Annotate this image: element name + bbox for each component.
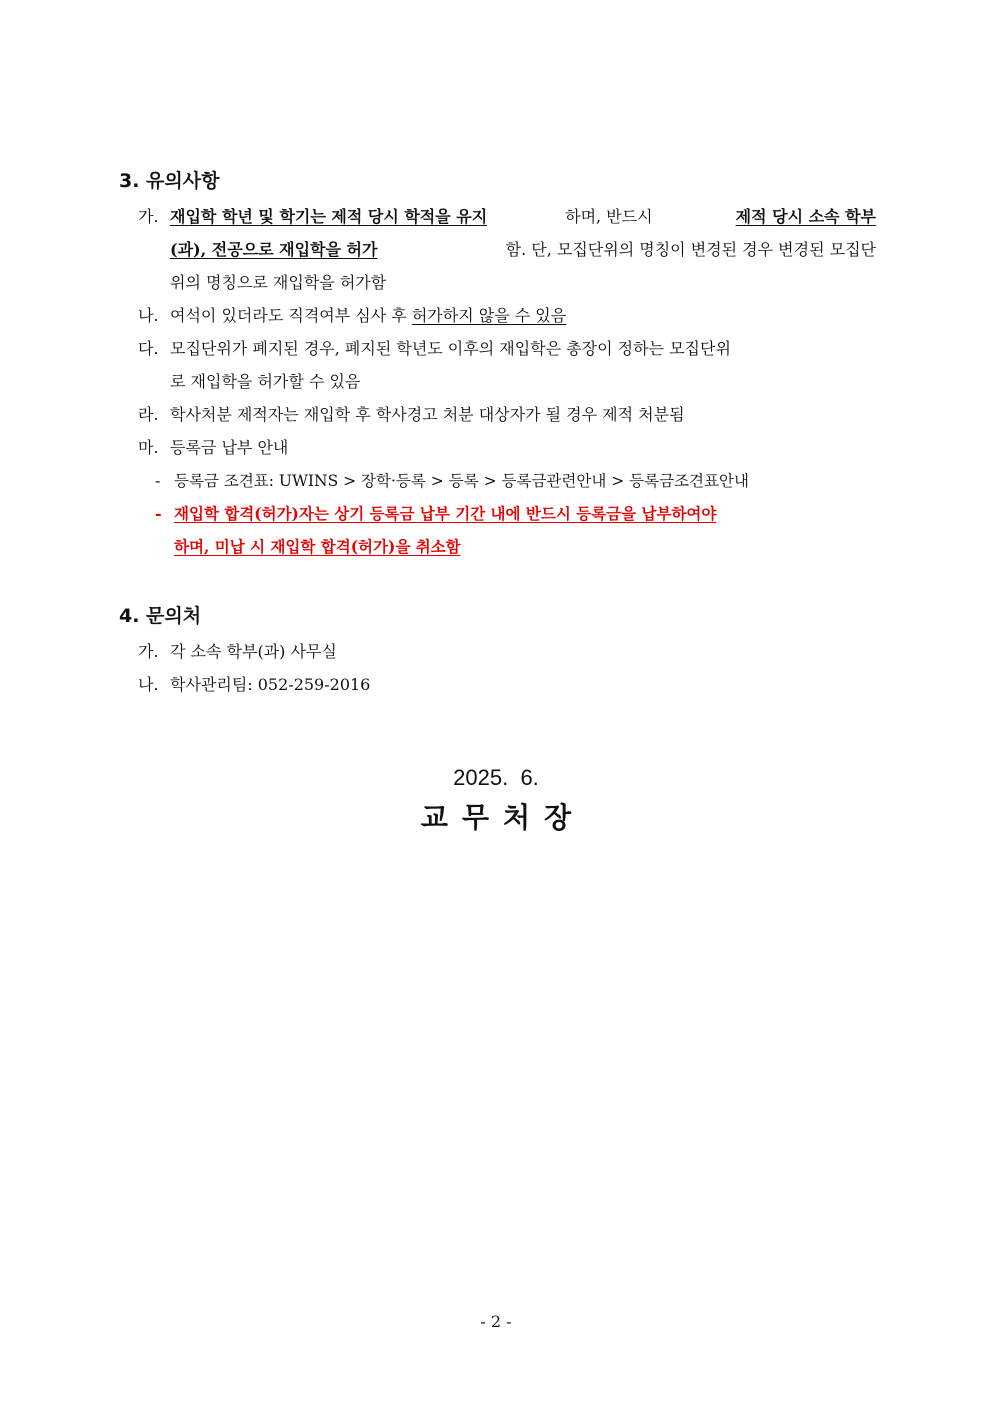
plain-text: 등록금 납부 안내 (170, 438, 289, 457)
item-marker: 마. (138, 438, 159, 457)
warning-text: 재입학 합격(허가)자는 상기 등록금 납부 기간 내에 반드시 등록금을 납부하여야 (174, 504, 717, 523)
plain-text: 여석이 있더라도 직격여부 심사 후 (170, 306, 412, 325)
dash-marker: - (155, 504, 162, 523)
emphasis-text: 재입학 학년 및 학기는 제적 당시 학적을 유지 (170, 207, 488, 226)
item-marker: 라. (138, 405, 159, 424)
warning-text: 하며, 미납 시 재입학 합격(허가)을 취소함 (174, 537, 461, 556)
tuition-table-path: 등록금 조견표: UWINS > 장학·등록 > 등록 > 등록금관련안내 > 등록금조견표안내 (174, 472, 749, 490)
plain-text: 위의 명칭으로 재입학을 허가함 (170, 273, 387, 292)
emphasis-text: (과), 전공으로 재입학을 허가 (170, 240, 378, 259)
item-marker: 나. (138, 675, 159, 694)
issuer-signature: 교무처장 (420, 801, 586, 834)
emphasis-text: 제적 당시 소속 학부 (735, 207, 876, 226)
item-marker: 다. (138, 339, 159, 358)
plain-text: 모집단위가 폐지된 경우, 폐지된 학년도 이후의 재입학은 총장이 정하는 모집단위 (170, 339, 731, 358)
dash-marker: - (155, 471, 161, 490)
plain-text: 각 소속 학부(과) 사무실 (170, 642, 337, 661)
document-date: 2025. 6. (453, 765, 539, 790)
page-number: - 2 - (480, 1312, 512, 1331)
item-marker: 가. (138, 207, 159, 226)
plain-text: 로 재입학을 허가할 수 있음 (170, 372, 361, 391)
sub-item-2-line1-content (174, 503, 876, 525)
underlined-text: 허가하지 않을 수 있음 (411, 306, 567, 325)
item-marker: 가. (138, 642, 159, 661)
item-marker: 나. (138, 306, 159, 325)
item-ga-line1-content (170, 206, 876, 228)
plain-text: 학사처분 제적자는 재입학 후 학사경고 처분 대상자가 될 경우 제적 처분됨 (170, 405, 685, 424)
section-3-title: 3. 유의사항 (119, 170, 220, 192)
item-da-line1-content (170, 338, 874, 360)
contact-phone: 학사관리팀: 052-259-2016 (170, 675, 371, 694)
section-4-title: 4. 문의처 (119, 605, 202, 627)
plain-text: 하며, 반드시 (565, 207, 658, 226)
plain-text: 함. 단, 모집단위의 명칭이 변경된 경우 변경된 모집단 (505, 240, 876, 259)
item-ga-line2-content (170, 239, 876, 261)
